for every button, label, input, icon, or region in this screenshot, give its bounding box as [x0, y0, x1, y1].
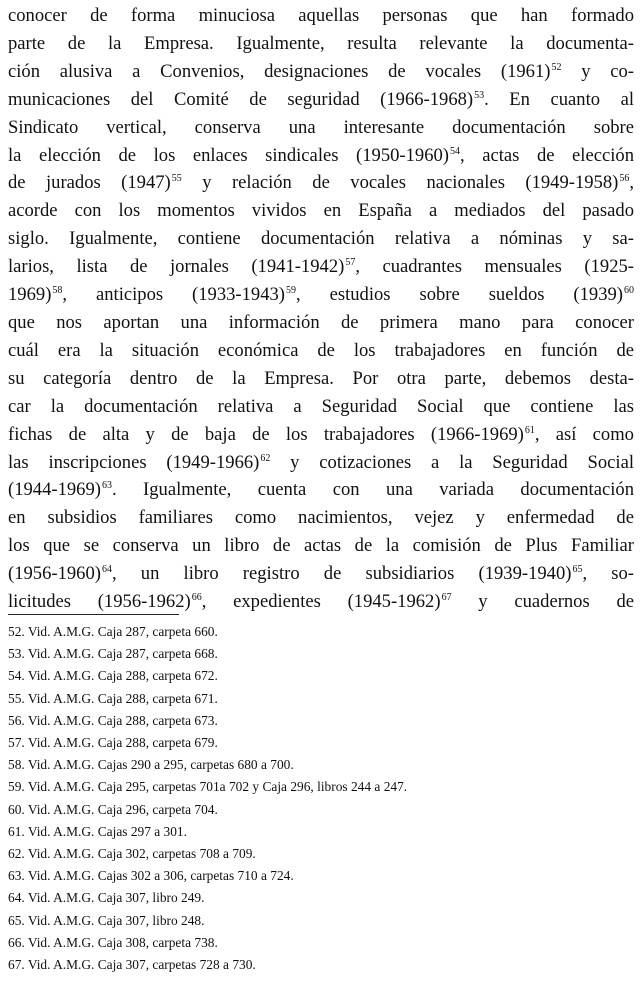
text-line [8, 532, 634, 560]
text-segment: de jurados (1947) [8, 172, 171, 194]
text-segment: , anticipos (1933-1943) [62, 284, 285, 306]
footnote-ref: 54 [450, 145, 460, 157]
text-segment: larios, lista de jornales (1941-1942) [8, 256, 345, 278]
footnote: 65. Vid. A.M.G. Caja 307, libro 248. [8, 912, 205, 928]
text-line [8, 142, 634, 170]
footnote-ref: 59 [286, 285, 296, 297]
text-segment: , un libro registro de subsidiarios (1939-1940) [111, 563, 572, 585]
footnote: 62. Vid. A.M.G. Caja 302, carpetas 708 a 709. [8, 846, 256, 862]
footnote-ref: 63 [101, 480, 112, 492]
text-segment: las inscripciones (1949-1966) [8, 451, 260, 473]
text-line [8, 421, 634, 449]
footnote: 57. Vid. A.M.G. Caja 288, carpeta 679. [8, 735, 218, 751]
text-segment: 1969) [8, 284, 52, 306]
footnote-ref: 58 [52, 285, 63, 297]
text-segment: en subsidios familiares como nacimientos, vejez y enfermedad de [8, 507, 634, 529]
text-segment: (1956-1960) [8, 563, 101, 585]
footnote-ref: 66 [191, 592, 202, 604]
text-line [8, 197, 634, 225]
footnote-separator [8, 614, 179, 615]
text-line [8, 393, 634, 421]
footnote-ref: 62 [260, 452, 271, 464]
text-line [8, 504, 634, 532]
footnote: 53. Vid. A.M.G. Caja 287, carpeta 668. [8, 646, 218, 662]
text-segment: parte de la Empresa. Igualmente, resulta relevante la documenta- [8, 32, 634, 54]
text-segment: fichas de alta y de baja de los trabajadores (1966-1969) [8, 423, 524, 445]
footnote-ref: 56 [619, 173, 630, 185]
text-line [8, 169, 634, 197]
footnote-ref: 61 [524, 424, 535, 436]
footnote-ref: 65 [572, 564, 583, 576]
footnote: 66. Vid. A.M.G. Caja 308, carpeta 738. [8, 934, 218, 950]
footnote-ref: 53 [474, 89, 485, 101]
document-page [8, 0, 635, 973]
text-line [8, 281, 634, 309]
text-line [8, 309, 634, 337]
footnote-ref: 52 [551, 61, 562, 73]
text-segment: y cotizaciones a la Seguridad Social [270, 451, 634, 473]
text-line [8, 58, 634, 86]
footnote: 58. Vid. A.M.G. Cajas 290 a 295, carpetas 680 a 700. [8, 757, 294, 773]
text-segment: , [629, 172, 635, 194]
text-line [8, 86, 634, 114]
text-line [8, 449, 634, 477]
text-segment: la elección de los enlaces sindicales (1950-1960) [8, 144, 449, 166]
text-line [8, 560, 634, 588]
footnote-ref: 67 [441, 592, 452, 604]
text-segment: , actas de elección [460, 144, 634, 166]
text-line [8, 30, 634, 58]
text-line [8, 225, 634, 253]
body-paragraph [8, 0, 634, 616]
text-line [8, 2, 634, 30]
text-line [8, 337, 634, 365]
footnote: 54. Vid. A.M.G. Caja 288, carpeta 672. [8, 668, 218, 684]
text-segment: car la documentación relativa a Seguridad Social que contiene las [8, 395, 634, 417]
footnote: 67. Vid. A.M.G. Caja 307, carpetas 728 a 730. [8, 957, 256, 973]
text-line [8, 476, 634, 504]
text-segment: cuál era la situación económica de los trabajadores en función de [8, 339, 634, 361]
text-line [8, 114, 634, 142]
text-segment: y relación de vocales nacionales (1949-1958) [181, 172, 619, 194]
text-segment: acorde con los momentos vividos en España a mediados del pasado [8, 200, 634, 222]
text-segment: y cuadernos de [451, 591, 635, 613]
footnote: 60. Vid. A.M.G. Caja 296, carpeta 704. [8, 801, 218, 817]
text-segment: . En cuanto al [484, 88, 634, 110]
text-line [8, 588, 634, 616]
text-segment: . Igualmente, cuenta con una variada documentación [111, 479, 634, 501]
footnote: 55. Vid. A.M.G. Caja 288, carpeta 671. [8, 690, 218, 706]
text-segment: su categoría dentro de la Empresa. Por otra parte, debemos desta- [8, 367, 634, 389]
text-segment: y co- [561, 60, 634, 82]
text-line [8, 365, 634, 393]
footnotes-list [8, 621, 407, 976]
text-segment: los que se conserva un libro de actas de la comisión de Plus Familiar [8, 535, 634, 557]
text-segment: conocer de forma minuciosa aquellas personas que han formado [8, 5, 634, 26]
text-line [8, 253, 634, 281]
footnote-ref: 55 [171, 173, 182, 185]
footnote: 63. Vid. A.M.G. Cajas 302 a 306, carpetas 710 a 724. [8, 868, 294, 884]
text-segment: , expedientes (1945-1962) [201, 591, 441, 613]
text-segment: que nos aportan una información de primera mano para conocer [8, 311, 634, 333]
footnote-ref: 57 [345, 257, 356, 269]
footnote: 59. Vid. A.M.G. Caja 295, carpetas 701a 702 y Caja 296, libros 244 a 247. [8, 779, 408, 795]
footnote: 52. Vid. A.M.G. Caja 287, carpeta 660. [8, 624, 218, 639]
text-segment: , así como [534, 423, 634, 445]
text-segment: , cuadrantes mensuales (1925- [355, 256, 634, 278]
text-segment: (1944-1969) [8, 479, 101, 501]
text-segment: , estudios sobre sueldos (1939) [296, 284, 623, 306]
text-segment: , so- [582, 563, 634, 585]
footnote: 64. Vid. A.M.G. Caja 307, libro 249. [8, 890, 205, 906]
text-segment: licitudes (1956-1962) [8, 591, 191, 613]
footnote: 61. Vid. A.M.G. Cajas 297 a 301. [8, 823, 187, 839]
footnote-ref: 60 [623, 285, 634, 297]
text-segment: ción alusiva a Convenios, designaciones de vocales (1961) [8, 60, 551, 82]
text-segment: siglo. Igualmente, contiene documentación relativa a nóminas y sa- [8, 228, 634, 250]
footnote: 56. Vid. A.M.G. Caja 288, carpeta 673. [8, 712, 218, 728]
footnote-ref: 64 [101, 564, 112, 576]
text-segment: municaciones del Comité de seguridad (1966-1968) [8, 88, 474, 110]
text-segment: Sindicato vertical, conserva una interesante documentación sobre [8, 116, 634, 138]
